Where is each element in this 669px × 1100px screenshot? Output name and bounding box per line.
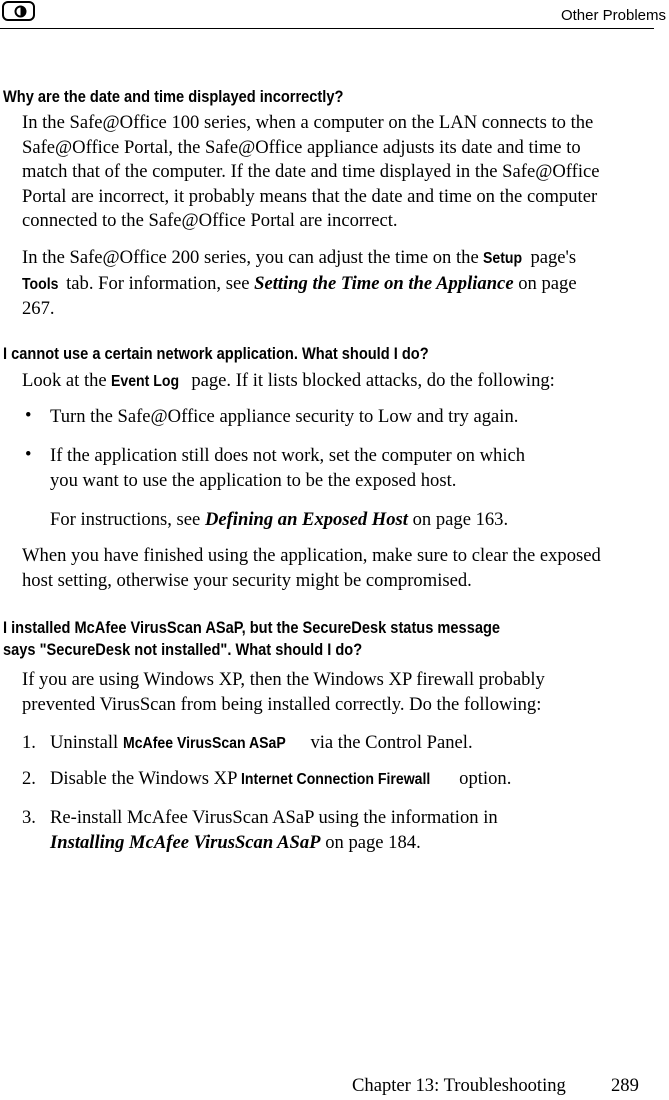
- step-number: 1.: [22, 732, 36, 753]
- text-line: connected to the Safe@Office Portal are incorrect.: [22, 210, 398, 231]
- ui-term-setup: Setup: [483, 250, 523, 267]
- monitor-icon: [2, 1, 35, 21]
- text-line: match that of the computer. If the date and time displayed in the Safe@Office: [22, 161, 600, 182]
- paragraph-200-series: In the Safe@Office 200 series, you can adjust the time on the Setup page's Tools tab. For information, see Setting the Time on the Appliance on page 267.: [22, 247, 577, 319]
- paragraph-windows-xp: If you are using Windows XP, then the Windows XP firewall probably prevented VirusScan from being installed correctly. Do the following:: [22, 669, 545, 715]
- paragraph-event-log: Look at the Event Log page. If it lists blocked attacks, do the following:: [22, 369, 669, 395]
- step-number: 2.: [22, 768, 36, 789]
- ui-term-mcafee: McAfee VirusScan ASaP: [122, 735, 286, 752]
- paragraph-instructions: For instructions, see Defining an Exposed Host on page 163.: [50, 509, 509, 530]
- running-header-title: Other Problems: [560, 7, 666, 24]
- paragraph-100-series: [22, 111, 669, 234]
- text-line: Safe@Office Portal, the Safe@Office appliance adjusts its date and time to: [22, 136, 581, 158]
- question-date-time: Why are the date and time displayed incorrectly?: [3, 87, 344, 106]
- bullet-icon: •: [25, 405, 32, 426]
- ui-term-event-log: Event Log: [111, 373, 180, 390]
- xref-setting-time[interactable]: Setting the Time on the Appliance: [254, 272, 514, 294]
- ui-term-tools: Tools: [22, 275, 59, 293]
- xref-installing-mcafee[interactable]: Installing McAfee VirusScan ASaP: [50, 831, 321, 853]
- step-number: 3.: [22, 807, 36, 828]
- footer-chapter: Chapter 13: Troubleshooting: [352, 1075, 566, 1096]
- text-line: Portal are incorrect, it probably means that the date and time on the computer: [22, 185, 598, 207]
- page-number: 289: [611, 1075, 639, 1096]
- text-line: In the Safe@Office 100 series, when a computer on the LAN connects to the: [22, 112, 594, 133]
- question-mcafee: I installed McAfee VirusScan ASaP, but the SecureDesk status message says "SecureDesk not installed". What should I do?: [3, 618, 501, 659]
- bullet-icon: •: [25, 444, 32, 465]
- paragraph-clear-exposed: When you have finished using the application, make sure to clear the exposed host setting, otherwise your security might be compromised.: [22, 545, 601, 591]
- question-network-application: I cannot use a certain network application. What should I do?: [3, 344, 429, 363]
- ui-term-firewall: Internet Connection Firewall: [241, 771, 431, 788]
- header-divider: [0, 28, 654, 29]
- xref-exposed-host[interactable]: Defining an Exposed Host: [204, 509, 408, 530]
